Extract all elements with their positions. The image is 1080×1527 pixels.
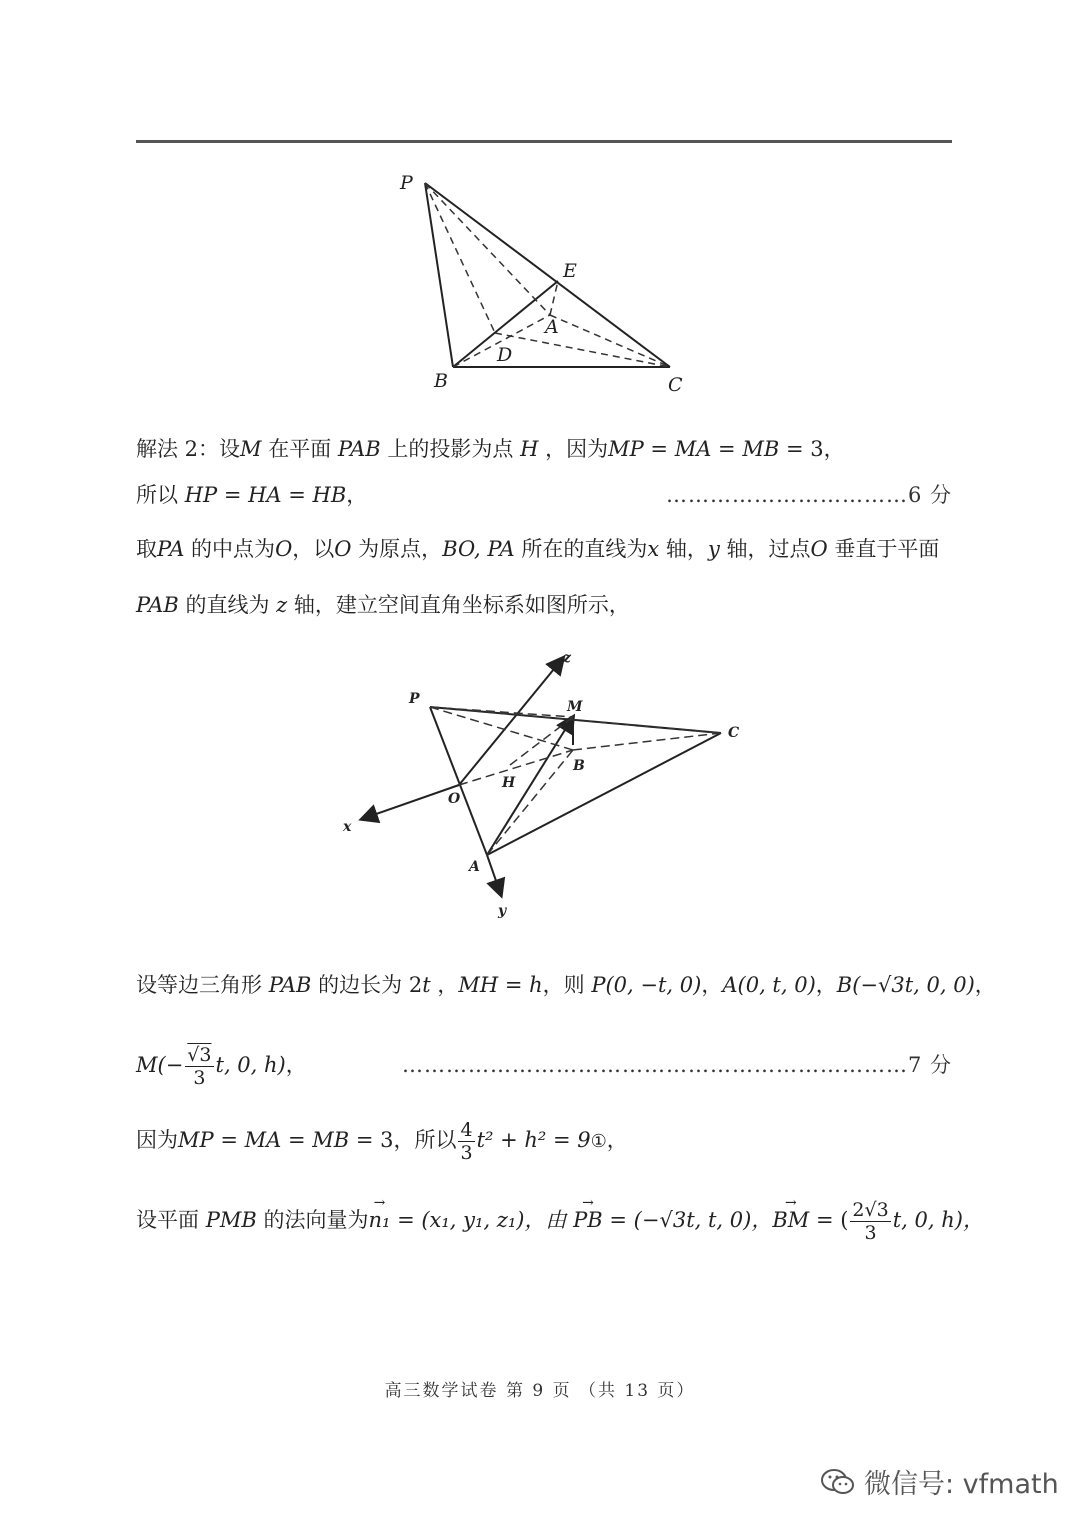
t: = (x₁, y₁, z₁)，由 <box>390 1208 574 1232</box>
fraction-4-over-3 <box>458 1119 474 1164</box>
t: 的边长为 2 <box>311 973 423 997</box>
t: z <box>276 593 288 617</box>
label-b: B <box>573 758 585 774</box>
t: 为原点， <box>351 537 443 561</box>
t: O <box>810 537 828 561</box>
axis-z <box>459 658 563 785</box>
fraction-2sqrt3-over-3 <box>850 1199 890 1244</box>
t: ，以 <box>292 537 335 561</box>
label-o: O <box>448 791 461 807</box>
edge-ab <box>487 750 573 855</box>
t: 所以 <box>136 483 185 507</box>
t: MA <box>244 1128 282 1152</box>
t: P(0, −t, 0) <box>591 973 702 997</box>
score-7: ……………………………………………………………7 分 <box>401 1053 952 1077</box>
t: 轴，过点 <box>719 537 811 561</box>
t: 取 <box>136 537 157 561</box>
t: y <box>707 537 720 561</box>
edge-bc <box>573 733 721 750</box>
edge-pa <box>425 183 550 315</box>
edge-pb <box>425 183 453 367</box>
t: A(0, t, 0) <box>722 973 816 997</box>
t: = 3，所以 <box>349 1128 457 1152</box>
t: ，则 <box>542 973 592 997</box>
edge-ob <box>459 750 573 785</box>
label-m: M <box>567 699 583 715</box>
t: = <box>281 1128 313 1152</box>
t: t, 0, h)， <box>892 1208 984 1232</box>
page-footer: 高三数学试卷 第 9 页 （共 13 页） <box>384 1381 696 1401</box>
t: 的法向量为 <box>256 1208 369 1232</box>
t: ， <box>430 973 459 997</box>
t: O <box>334 537 352 561</box>
score-6: ……………………………6 分 <box>665 483 952 507</box>
wechat-icon <box>820 1467 856 1497</box>
figure-coordinate-system <box>335 645 755 925</box>
t: 轴，建立空间直角坐标系如图所示， <box>287 593 630 617</box>
t: MB <box>312 1128 350 1152</box>
text-line-7 <box>136 1112 952 1168</box>
t: 所在的直线为 <box>514 537 648 561</box>
t: t, 0, h) <box>215 1053 286 1077</box>
t: x <box>647 537 660 561</box>
label-a: A <box>469 859 480 875</box>
label-h: H <box>502 775 516 791</box>
t: O <box>275 537 293 561</box>
t: PMB <box>205 1208 257 1232</box>
watermark-text: 微信号: vfmath <box>864 1469 1059 1500</box>
t: HB <box>312 483 347 507</box>
t: ， <box>285 1053 307 1077</box>
t: 设等边三角形 <box>136 973 269 997</box>
t: 因为 <box>136 1128 178 1152</box>
top-rule <box>136 140 952 143</box>
t: = <box>498 973 530 997</box>
text-line-8 <box>136 1190 984 1250</box>
t: 3 <box>864 1222 877 1244</box>
t: = <box>643 437 675 461</box>
text-line-4 <box>136 590 952 620</box>
t: MP <box>178 1128 214 1152</box>
label-p: P <box>400 172 413 194</box>
t: = <box>711 437 743 461</box>
t: PAB <box>268 973 312 997</box>
axis-y <box>487 855 501 895</box>
t: = <box>217 483 249 507</box>
t: 4 <box>460 1119 473 1141</box>
t: = ( <box>809 1208 849 1232</box>
t: h <box>529 973 543 997</box>
label-p: P <box>409 691 420 707</box>
vector-bm: → BM <box>772 1190 809 1250</box>
text-line-5 <box>136 970 996 1000</box>
t: ， <box>606 1128 628 1152</box>
edge-pc <box>425 183 670 367</box>
t: 在平面 <box>261 437 338 461</box>
t: √3 <box>187 1044 212 1066</box>
label-c: C <box>728 725 740 741</box>
t: ， <box>701 973 723 997</box>
label-x: x <box>343 819 352 835</box>
t: ，因为 <box>538 437 609 461</box>
t: MH <box>458 973 499 997</box>
t: 的直线为 <box>178 593 277 617</box>
t: t² + h² = 9 <box>476 1128 591 1152</box>
t: 3 <box>193 1067 206 1089</box>
watermark <box>820 1462 1059 1501</box>
t: M <box>240 437 262 461</box>
t: = 3， <box>779 437 845 461</box>
t: 2√3 <box>852 1199 889 1221</box>
label-c: C <box>668 374 683 396</box>
t: t <box>422 973 431 997</box>
fraction-sqrt3-over-3 <box>185 1044 213 1089</box>
t: ， <box>815 973 837 997</box>
t: = <box>213 1128 245 1152</box>
t: 轴， <box>659 537 708 561</box>
figure-pyramid <box>380 165 700 400</box>
t: MA <box>674 437 712 461</box>
text-line-2 <box>136 480 952 510</box>
label-d: D <box>497 344 513 366</box>
label-z: z <box>563 650 571 666</box>
label-y: y <box>498 903 507 919</box>
t: PAB <box>337 437 381 461</box>
edge-ac <box>487 733 721 855</box>
t: MP <box>608 437 644 461</box>
t: = <box>281 483 313 507</box>
t: 垂直于平面 <box>827 537 940 561</box>
t: PAB <box>136 593 179 617</box>
t: 设平面 <box>136 1208 206 1232</box>
t: 上的投影为点 <box>380 437 521 461</box>
t: BO, PA <box>442 537 515 561</box>
edge-dc <box>495 333 670 367</box>
t: 3 <box>460 1142 473 1164</box>
text-line-6 <box>136 1035 952 1095</box>
edge-pa <box>430 707 487 855</box>
text-line-3 <box>136 534 952 564</box>
label-e: E <box>563 260 577 282</box>
t: HA <box>248 483 282 507</box>
t: B(−√3t, 0, 0) <box>836 973 975 997</box>
t: H <box>520 437 539 461</box>
vector-pb: → PB <box>573 1190 603 1250</box>
text-line-1 <box>136 434 952 464</box>
t: 解法 2：设 <box>136 437 241 461</box>
t: ， <box>346 483 368 507</box>
t: HP <box>184 483 218 507</box>
t: MB <box>742 437 780 461</box>
t: ① <box>590 1131 607 1152</box>
vector-n1: → n₁ <box>368 1190 390 1250</box>
label-a: A <box>545 316 559 338</box>
t: ， <box>974 973 996 997</box>
t: = (−√3t, t, 0)， <box>602 1208 773 1232</box>
label-b: B <box>434 370 448 392</box>
t: PA <box>157 537 185 561</box>
t: 的中点为 <box>184 537 276 561</box>
axis-x <box>362 785 459 819</box>
t: M(− <box>136 1053 184 1077</box>
